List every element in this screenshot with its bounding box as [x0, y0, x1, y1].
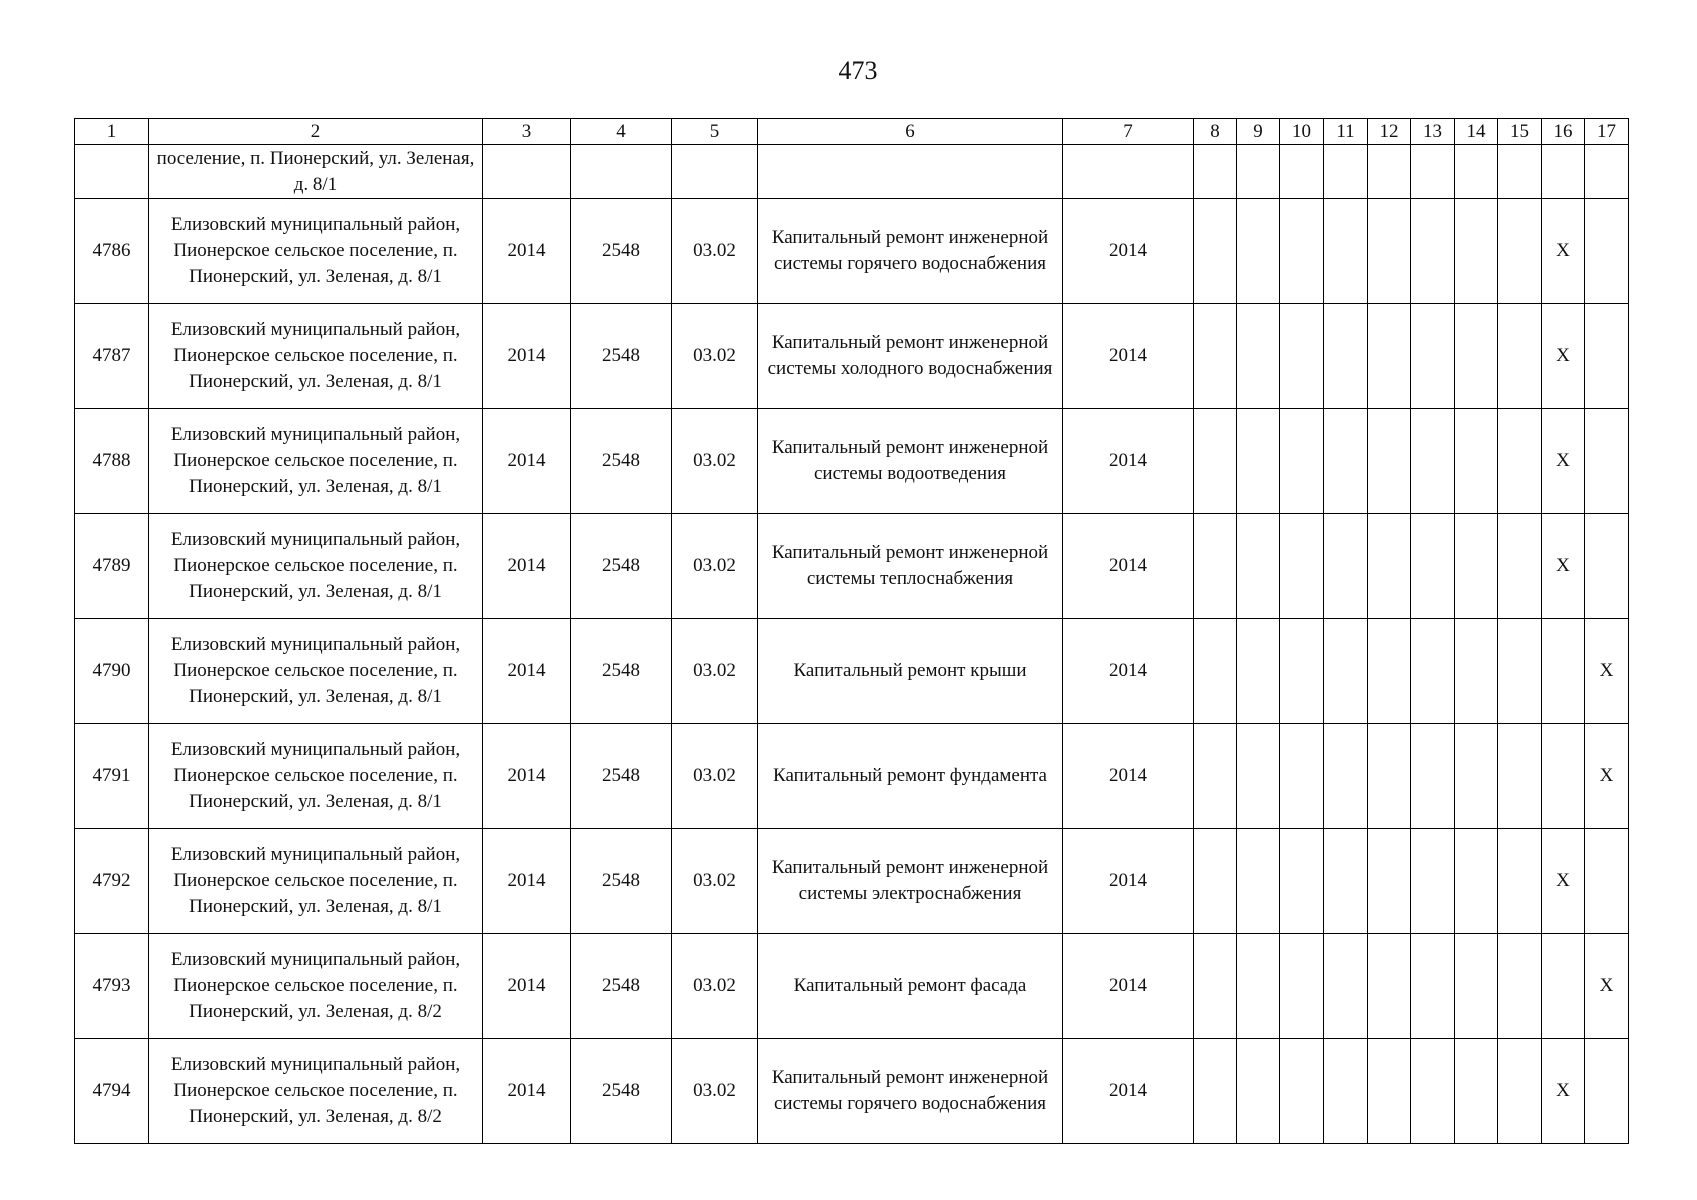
mark-cell-17 — [1585, 1039, 1629, 1144]
empty-cell — [1498, 619, 1542, 724]
table-row — [75, 409, 1629, 514]
work-type-cell: Капитальный ремонт фундамента — [758, 724, 1063, 829]
work-type-cell: Капитальный ремонт инженерной системы водоотведения — [758, 409, 1063, 514]
column-3-cell: 2014 — [483, 199, 571, 304]
address-cell: Елизовский муниципальный район, Пионерское сельское поселение, п. Пионерский, ул. Зеленая, д. 8/1 — [149, 199, 483, 304]
column-4-cell: 2548 — [571, 829, 672, 934]
empty-cell — [1411, 1039, 1455, 1144]
empty-cell — [1455, 724, 1498, 829]
empty-cell — [1280, 304, 1324, 409]
empty-cell — [1455, 829, 1498, 934]
column-7-cell: 2014 — [1063, 1039, 1194, 1144]
column-4-cell: 2548 — [571, 1039, 672, 1144]
column-4-cell: 2548 — [571, 724, 672, 829]
table-row — [75, 934, 1629, 1039]
column-5-cell: 03.02 — [672, 304, 758, 409]
empty-cell — [1455, 304, 1498, 409]
continuation-row — [75, 145, 1629, 199]
empty-cell — [1411, 619, 1455, 724]
mark-cell-17 — [1585, 514, 1629, 619]
empty-cell — [1498, 1039, 1542, 1144]
empty-cell — [1237, 409, 1280, 514]
empty-cell — [1194, 409, 1237, 514]
empty-cell — [1411, 409, 1455, 514]
column-header: 5 — [672, 119, 758, 145]
work-type-cell: Капитальный ремонт инженерной системы теплоснабжения — [758, 514, 1063, 619]
record-number-cell: 4792 — [75, 829, 149, 934]
empty-cell — [1455, 1039, 1498, 1144]
empty-cell — [1324, 619, 1368, 724]
empty-cell — [1411, 514, 1455, 619]
empty-cell — [1368, 934, 1411, 1039]
column-header: 6 — [758, 119, 1063, 145]
column-header: 9 — [1237, 119, 1280, 145]
work-type-cell: Капитальный ремонт фасада — [758, 934, 1063, 1039]
table-row — [75, 304, 1629, 409]
empty-cell — [1324, 724, 1368, 829]
address-cell: Елизовский муниципальный район, Пионерское сельское поселение, п. Пионерский, ул. Зеленая, д. 8/1 — [149, 409, 483, 514]
empty-cell — [1280, 829, 1324, 934]
empty-cell — [1194, 619, 1237, 724]
mark-cell-16: X — [1542, 1039, 1585, 1144]
work-type-cell: Капитальный ремонт инженерной системы электроснабжения — [758, 829, 1063, 934]
column-7-cell: 2014 — [1063, 829, 1194, 934]
empty-cell — [1411, 304, 1455, 409]
empty-cell — [1498, 199, 1542, 304]
page-number: 473 — [838, 56, 878, 85]
empty-cell — [1368, 409, 1411, 514]
record-number-cell: 4788 — [75, 409, 149, 514]
column-header: 11 — [1324, 119, 1368, 145]
empty-cell — [1411, 934, 1455, 1039]
mark-cell-17 — [1585, 199, 1629, 304]
empty-cell — [1237, 829, 1280, 934]
work-type-cell: Капитальный ремонт крыши — [758, 619, 1063, 724]
empty-cell — [1368, 514, 1411, 619]
column-5-cell: 03.02 — [672, 829, 758, 934]
empty-cell — [1324, 829, 1368, 934]
record-number-cell: 4791 — [75, 724, 149, 829]
mark-cell-17: X — [1585, 724, 1629, 829]
address-cell: Елизовский муниципальный район, Пионерское сельское поселение, п. Пионерский, ул. Зеленая, д. 8/2 — [149, 934, 483, 1039]
empty-cell — [1455, 199, 1498, 304]
table-row — [75, 724, 1629, 829]
empty-cell — [1368, 619, 1411, 724]
empty-cell — [1280, 514, 1324, 619]
column-3-cell: 2014 — [483, 304, 571, 409]
mark-cell-17 — [1585, 409, 1629, 514]
column-5-cell: 03.02 — [672, 724, 758, 829]
empty-cell — [1455, 409, 1498, 514]
column-3-cell: 2014 — [483, 619, 571, 724]
column-header: 1 — [75, 119, 149, 145]
empty-cell — [1368, 829, 1411, 934]
table-row — [75, 829, 1629, 934]
column-3-cell: 2014 — [483, 409, 571, 514]
column-3-cell: 2014 — [483, 829, 571, 934]
empty-cell — [1455, 619, 1498, 724]
empty-cell — [1194, 1039, 1237, 1144]
column-3-cell: 2014 — [483, 1039, 571, 1144]
record-number-cell: 4787 — [75, 304, 149, 409]
register-table — [74, 118, 1629, 1144]
empty-cell — [1368, 304, 1411, 409]
address-cell: Елизовский муниципальный район, Пионерское сельское поселение, п. Пионерский, ул. Зеленая, д. 8/1 — [149, 514, 483, 619]
column-4-cell: 2548 — [571, 934, 672, 1039]
column-5-cell: 03.02 — [672, 934, 758, 1039]
record-number-cell: 4786 — [75, 199, 149, 304]
address-cell: поселение, п. Пионерский, ул. Зеленая, д. 8/1 — [149, 145, 483, 199]
column-header: 17 — [1585, 119, 1629, 145]
empty-cell — [1237, 619, 1280, 724]
column-5-cell: 03.02 — [672, 199, 758, 304]
empty-cell — [1280, 1039, 1324, 1144]
column-4-cell: 2548 — [571, 409, 672, 514]
column-7-cell: 2014 — [1063, 304, 1194, 409]
column-7-cell: 2014 — [1063, 514, 1194, 619]
column-header: 16 — [1542, 119, 1585, 145]
mark-cell-17 — [1585, 304, 1629, 409]
empty-cell — [1498, 829, 1542, 934]
empty-cell — [1194, 724, 1237, 829]
column-header: 2 — [149, 119, 483, 145]
mark-cell-17 — [1585, 829, 1629, 934]
empty-cell — [1324, 304, 1368, 409]
empty-cell — [1324, 409, 1368, 514]
column-7-cell: 2014 — [1063, 619, 1194, 724]
empty-cell — [1368, 199, 1411, 304]
address-cell: Елизовский муниципальный район, Пионерское сельское поселение, п. Пионерский, ул. Зеленая, д. 8/1 — [149, 304, 483, 409]
column-header: 3 — [483, 119, 571, 145]
column-5-cell: 03.02 — [672, 619, 758, 724]
table-row — [75, 619, 1629, 724]
record-number-cell: 4790 — [75, 619, 149, 724]
mark-cell-16: X — [1542, 514, 1585, 619]
mark-cell-17: X — [1585, 934, 1629, 1039]
mark-cell-16: X — [1542, 409, 1585, 514]
empty-cell — [1280, 199, 1324, 304]
address-cell: Елизовский муниципальный район, Пионерское сельское поселение, п. Пионерский, ул. Зеленая, д. 8/1 — [149, 829, 483, 934]
column-5-cell: 03.02 — [672, 409, 758, 514]
column-3-cell: 2014 — [483, 514, 571, 619]
column-5-cell: 03.02 — [672, 514, 758, 619]
empty-cell — [1324, 1039, 1368, 1144]
column-header: 7 — [1063, 119, 1194, 145]
mark-cell-17: X — [1585, 619, 1629, 724]
empty-cell — [1194, 829, 1237, 934]
column-header: 14 — [1455, 119, 1498, 145]
column-header: 15 — [1498, 119, 1542, 145]
table-row — [75, 514, 1629, 619]
empty-cell — [1324, 199, 1368, 304]
empty-cell — [1194, 199, 1237, 304]
mark-cell-16 — [1542, 619, 1585, 724]
record-number-cell: 4794 — [75, 1039, 149, 1144]
empty-cell — [1498, 724, 1542, 829]
empty-cell — [1237, 1039, 1280, 1144]
column-header: 13 — [1411, 119, 1455, 145]
column-7-cell: 2014 — [1063, 199, 1194, 304]
empty-cell — [1194, 934, 1237, 1039]
column-number-row — [75, 119, 1629, 145]
address-cell: Елизовский муниципальный район, Пионерское сельское поселение, п. Пионерский, ул. Зеленая, д. 8/1 — [149, 619, 483, 724]
empty-cell — [1194, 304, 1237, 409]
empty-cell — [1237, 304, 1280, 409]
empty-cell — [1411, 199, 1455, 304]
empty-cell — [1324, 934, 1368, 1039]
address-cell: Елизовский муниципальный район, Пионерское сельское поселение, п. Пионерский, ул. Зеленая, д. 8/2 — [149, 1039, 483, 1144]
column-3-cell: 2014 — [483, 934, 571, 1039]
work-type-cell: Капитальный ремонт инженерной системы горячего водоснабжения — [758, 1039, 1063, 1144]
mark-cell-16: X — [1542, 304, 1585, 409]
empty-cell — [1237, 199, 1280, 304]
column-4-cell: 2548 — [571, 199, 672, 304]
mark-cell-16 — [1542, 724, 1585, 829]
table-row — [75, 1039, 1629, 1144]
column-header: 12 — [1368, 119, 1411, 145]
empty-cell — [1411, 724, 1455, 829]
address-cell: Елизовский муниципальный район, Пионерское сельское поселение, п. Пионерский, ул. Зеленая, д. 8/1 — [149, 724, 483, 829]
column-header: 4 — [571, 119, 672, 145]
empty-cell — [1237, 724, 1280, 829]
record-number-cell: 4793 — [75, 934, 149, 1039]
column-7-cell: 2014 — [1063, 724, 1194, 829]
column-4-cell: 2548 — [571, 304, 672, 409]
work-type-cell: Капитальный ремонт инженерной системы горячего водоснабжения — [758, 199, 1063, 304]
column-header: 8 — [1194, 119, 1237, 145]
empty-cell — [1280, 409, 1324, 514]
empty-cell — [1280, 619, 1324, 724]
empty-cell — [1368, 724, 1411, 829]
empty-cell — [1280, 724, 1324, 829]
column-4-cell: 2548 — [571, 619, 672, 724]
column-7-cell: 2014 — [1063, 409, 1194, 514]
empty-cell — [1237, 934, 1280, 1039]
empty-cell — [1411, 829, 1455, 934]
empty-cell — [1498, 409, 1542, 514]
empty-cell — [1455, 514, 1498, 619]
column-5-cell: 03.02 — [672, 1039, 758, 1144]
empty-cell — [1237, 514, 1280, 619]
empty-cell — [1368, 1039, 1411, 1144]
column-3-cell: 2014 — [483, 724, 571, 829]
empty-cell — [1498, 304, 1542, 409]
mark-cell-16 — [1542, 934, 1585, 1039]
column-7-cell: 2014 — [1063, 934, 1194, 1039]
record-number-cell: 4789 — [75, 514, 149, 619]
mark-cell-16: X — [1542, 199, 1585, 304]
mark-cell-16: X — [1542, 829, 1585, 934]
empty-cell — [1498, 934, 1542, 1039]
column-4-cell: 2548 — [571, 514, 672, 619]
table-row — [75, 199, 1629, 304]
empty-cell — [1280, 934, 1324, 1039]
empty-cell — [1498, 514, 1542, 619]
empty-cell — [1194, 514, 1237, 619]
work-type-cell: Капитальный ремонт инженерной системы холодного водоснабжения — [758, 304, 1063, 409]
column-header: 10 — [1280, 119, 1324, 145]
empty-cell — [1324, 514, 1368, 619]
empty-cell — [1455, 934, 1498, 1039]
